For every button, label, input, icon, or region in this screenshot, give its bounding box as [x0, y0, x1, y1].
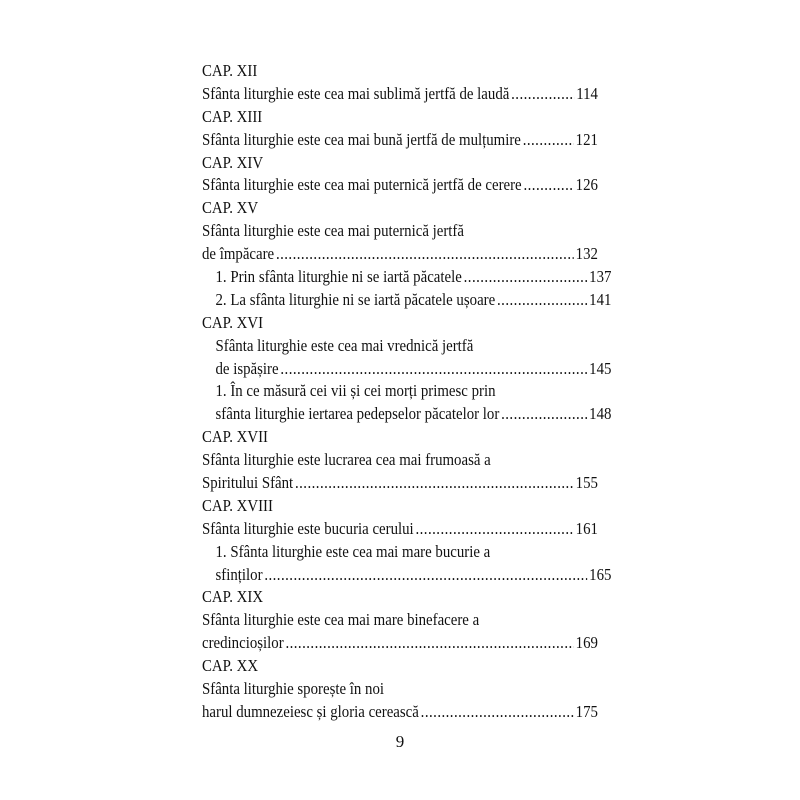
entry-title: Sfânta liturghie sporește în noi: [202, 679, 385, 699]
chapter-label: CAP. XII: [202, 61, 258, 80]
toc-text-line: [202, 220, 598, 243]
entry-title: de împăcare: [202, 244, 275, 264]
dot-leader: [295, 472, 574, 495]
chapter-label: CAP. XVII: [202, 427, 269, 447]
toc-entry: [202, 701, 598, 724]
chapter-heading: [202, 60, 598, 83]
toc-text-line: [202, 380, 611, 403]
chapter-label: CAP. XX: [202, 656, 259, 676]
chapter-heading: [202, 312, 598, 335]
entry-title: Sfânta liturghie este cea mai mare binefacere a: [202, 610, 480, 630]
entry-title: 2. La sfânta liturghie ni se iartă păcatele ușoare: [215, 289, 496, 309]
entry-page-number: 169: [575, 633, 598, 653]
entry-page-number: 175: [575, 701, 598, 721]
chapter-label: CAP. XV: [202, 198, 259, 218]
dot-leader: [264, 564, 587, 587]
entry-title: 1. În ce măsură cei vii și cei morți primesc prin: [215, 381, 496, 401]
chapter-heading: [202, 586, 598, 609]
dot-leader: [415, 518, 573, 541]
toc-entry: [202, 289, 611, 312]
chapter-heading: [202, 106, 598, 129]
entry-page-number: 165: [589, 564, 612, 584]
toc-entry: [202, 358, 611, 381]
dot-leader: [421, 701, 574, 724]
entry-title: Sfânta liturghie este cea mai vrednică jertfă: [215, 335, 474, 355]
toc-text-line: [202, 335, 611, 358]
chapter-heading: [202, 495, 598, 518]
chapter-heading: [202, 426, 598, 449]
entry-title: Sfânta liturghie este bucuria cerului: [202, 518, 414, 538]
dot-leader: [501, 403, 587, 426]
dot-leader: [285, 632, 573, 655]
entry-title: credincioșilor: [202, 633, 284, 653]
toc-text-line: [202, 449, 598, 472]
toc-entry: [202, 403, 611, 426]
dot-leader: [464, 266, 588, 289]
entry-title: 1. Sfânta liturghie este cea mai mare bucurie a: [215, 541, 491, 561]
chapter-label: CAP. XVIII: [202, 495, 273, 515]
toc-entry: [202, 266, 611, 289]
entry-page-number: 148: [589, 404, 612, 424]
toc-entry: [202, 174, 598, 197]
dot-leader: [497, 289, 587, 312]
toc-text-line: [202, 609, 598, 632]
dot-leader: [280, 358, 587, 381]
chapter-label: CAP. XIII: [202, 106, 263, 126]
table-of-contents: [202, 60, 612, 724]
dot-leader: [523, 129, 574, 152]
toc-entry: [202, 472, 598, 495]
entry-title: Sfânta liturghie este cea mai sublimă jertfă de laudă: [202, 83, 510, 103]
entry-title: Sfânta liturghie este cea mai puternică jertfă: [202, 221, 464, 241]
entry-page-number: 161: [575, 518, 598, 538]
dot-leader: [523, 174, 573, 197]
entry-title: 1. Prin sfânta liturghie ni se iartă păcatele: [215, 267, 462, 287]
entry-title: Sfânta liturghie este lucrarea cea mai frumoasă a: [202, 450, 491, 470]
entry-title: de ispășire: [215, 358, 279, 378]
entry-page-number: 126: [575, 175, 598, 195]
chapter-label: CAP. XVI: [202, 312, 264, 332]
dot-leader: [511, 83, 574, 106]
entry-page-number: 132: [575, 244, 598, 264]
chapter-label: CAP. XIV: [202, 152, 264, 172]
entry-title: Sfânta liturghie este cea mai puternică jertfă de cerere: [202, 175, 522, 195]
entry-title: Sfânta liturghie este cea mai bună jertfă de mulțumire: [202, 129, 521, 149]
entry-title: sfinților: [215, 564, 263, 584]
entry-title: sfânta liturghie iertarea pedepselor păcatelor lor: [215, 404, 500, 424]
toc-entry: [202, 632, 598, 655]
entry-page-number: 155: [575, 473, 598, 493]
chapter-heading: [202, 197, 598, 220]
toc-entry: [202, 564, 611, 587]
page-number: 9: [395, 732, 405, 751]
chapter-label: CAP. XIX: [202, 587, 264, 607]
entry-page-number: 114: [576, 83, 598, 103]
entry-page-number: 145: [589, 358, 612, 378]
toc-text-line: [202, 541, 611, 564]
chapter-heading: [202, 152, 598, 175]
toc-text-line: [202, 678, 598, 701]
toc-entry: [202, 518, 598, 541]
chapter-heading: [202, 655, 598, 678]
toc-entry: [202, 129, 598, 152]
toc-entry: [202, 243, 598, 266]
entry-page-number: 137: [589, 267, 612, 287]
entry-title: Spiritului Sfânt: [202, 473, 294, 493]
toc-entry: [202, 83, 598, 106]
entry-page-number: 141: [589, 289, 612, 309]
entry-title: harul dumnezeiesc și gloria cerească: [202, 701, 419, 721]
entry-page-number: 121: [575, 129, 598, 149]
dot-leader: [276, 243, 574, 266]
